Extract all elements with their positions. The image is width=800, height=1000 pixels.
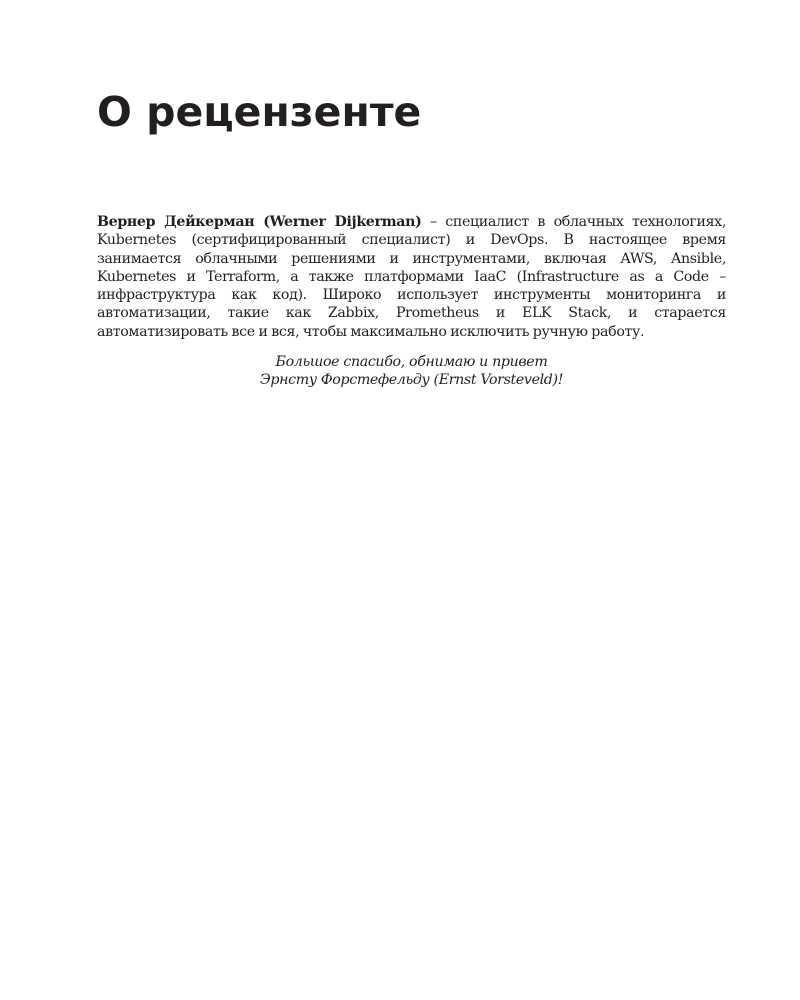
chapter-title: О рецензенте [97, 88, 422, 136]
dedication-line-1: Большое спасибо, обнимаю и привет [275, 354, 548, 370]
reviewer-name: Вернер Дейкерман (Werner Dijkerman) [97, 214, 422, 230]
reviewer-bio-text: – специалист в облачных технологиях, Kubernetes (сертифицированный специалист) и DevOps. В настоящее время занимается облачными решениями и инструментами, включая AWS, Ansible, Kubernetes и Terraform, а также платформами IaaC (Infrastructure as a Code – инфраструктура как код). Широко использует инструменты мониторинга и автоматизации, такие как Zabbix, Prometheus и ELK Stack, и старается автоматизировать все и вся, чтобы максимально исключить ручную работу. [97, 214, 726, 340]
reviewer-bio [97, 213, 726, 341]
dedication [97, 353, 726, 390]
dedication-line-2: Эрнсту Форстефельду (Ernst Vorsteveld)! [259, 372, 564, 389]
